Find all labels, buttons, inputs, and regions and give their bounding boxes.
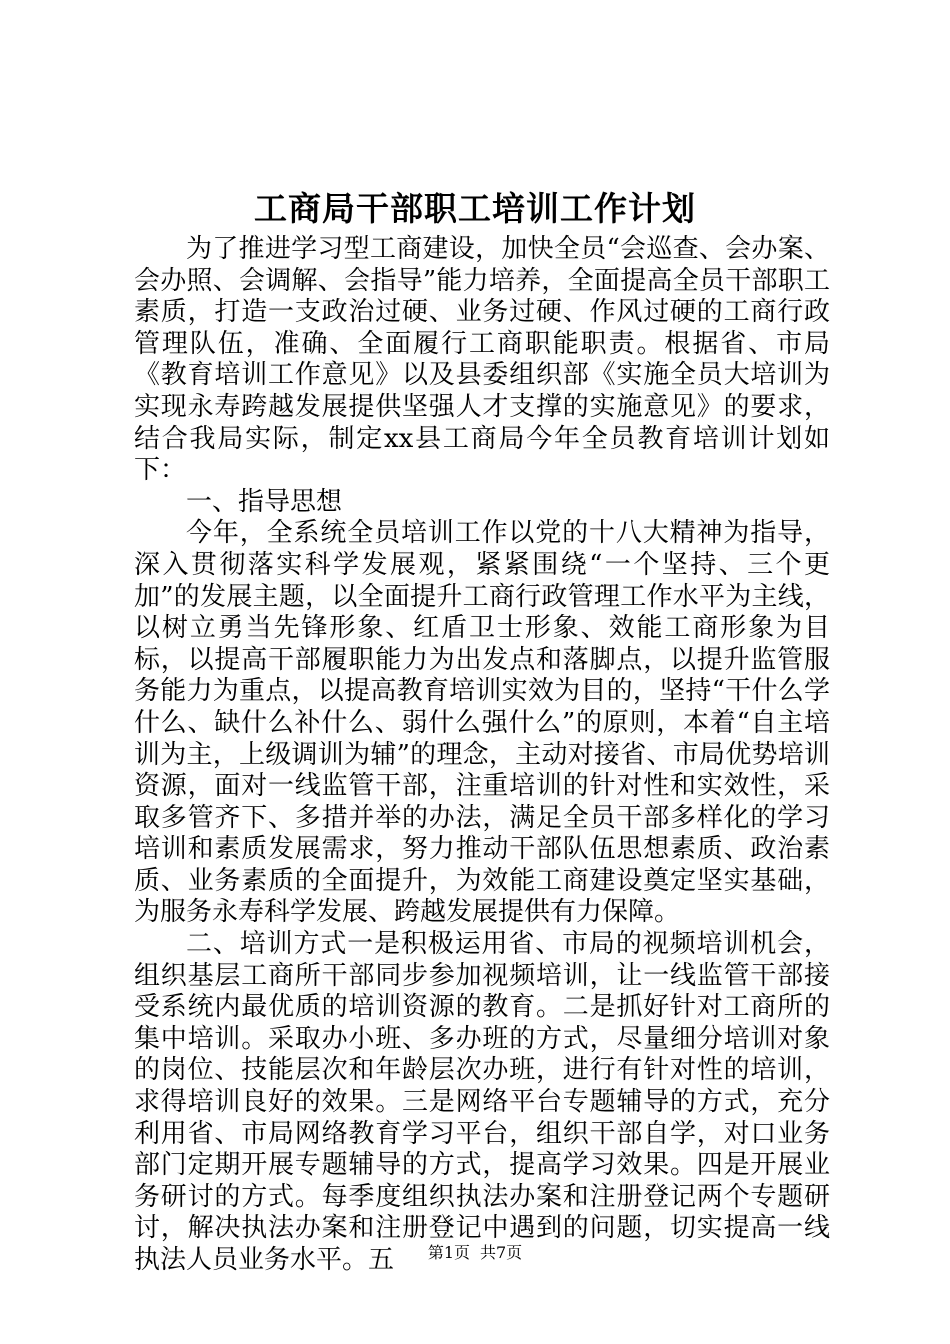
document-title: 工商局干部职工培训工作计划 [254,189,696,228]
paragraph-guiding-ideology: 今年，全系统全员培训工作以党的十八大精神为指导，深入贯彻落实科学发展观，紧紧围绕“一个坚持、三个更加”的发展主题，以全面提升工商行政管理工作水平为主线，以树立勇当先锋形象、红盾卫士形象、效能工商形象为目标，以提高干部履职能力为出发点和落脚点，以提升监管服务能力为重点，以提高教育培训实效为目的，坚持“干什么学什么、缺什么补什么、弱什么强什么”的原则，本着“自主培训为主，上级调训为辅”的理念，主动对接省、市局优势培训资源，面对一线监管干部，注重培训的针对性和实效性，采取多管齐下、多措并举的办法，满足全员干部多样化的学习培训和素质发展需求，努力推动干部队伍思想素质、政治素质、业务素质的全面提升，为效能工商建设奠定坚实基础，为服务永寿科学发展、跨越发展提供有力保障。 [134,518,830,928]
paragraph-training-methods: 二、培训方式一是积极运用省、市局的视频培训机会，组织基层工商所干部同步参加视频培训，让一线监管干部接受系统内最优质的培训资源的教育。二是抓好针对工商所的集中培训。采取办小班、多办班的方式，尽量细分培训对象的岗位、技能层次和年龄层次办班，进行有针对性的培训，求得培训良好的效果。三是网络平台专题辅导的方式，充分利用省、市局网络教育学习平台，组织干部自学，对口业务部门定期开展专题辅导的方式，提高学习效果。四是开展业务研讨的方式。每季度组织执法办案和注册登记两个专题研讨，解决执法办案和注册登记中遇到的问题，切实提高一线执法人员业务水平。五 [134,929,830,1275]
page-total: 共7页 [480,1243,523,1262]
paragraph-intro: 为了推进学习型工商建设，加快全员“会巡查、会办案、会办照、会调解、会指导”能力培养，全面提高全员干部职工素质，打造一支政治过硬、业务过硬、作风过硬的工商行政管理队伍，准确、全面履行工商职能职责。根据省、市局《教育培训工作意见》以及县委组织部《实施全员大培训为实现永寿跨越发展提供坚强人才支撑的实施意见》的要求，结合我局实际，制定xx县工商局今年全员教育培训计划如下： [134,234,830,486]
section-heading-guiding-ideology: 一、指导思想 [186,486,343,517]
page-footer [0,1242,950,1264]
page-number: 第1页 [427,1243,470,1262]
document-body [134,234,830,1277]
